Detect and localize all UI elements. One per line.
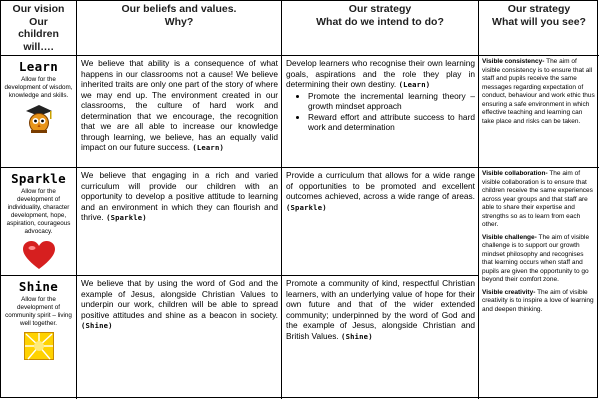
belief-sparkle	[77, 168, 282, 276]
strategy-bullet: • Reward effort and attribute success to hard work and determination	[308, 112, 475, 133]
visible-text: The aim of visible consistency is to ensure that all staff and pupils receive the same messages regarding expectation of conduct, behaviour and work ethic thus ensuring a safe environment in which effective teaching and learning can take place and risks can be taken.	[482, 58, 595, 125]
strategy-tag: (Shine)	[341, 331, 373, 341]
strategy-sparkle	[282, 168, 479, 276]
belief-tag: (Learn)	[192, 143, 225, 153]
vision-shine	[1, 276, 77, 399]
visible-text: The aim of visible collaboration is to ensure that children receive the same experiences across year groups and that staff are able to share their expertise and strengths so as to learn from each other.	[482, 170, 593, 228]
visible-title: Visible challenge-	[482, 233, 537, 241]
vision-description: Allow for the development of individuality, character development, hope, aspiration, courageous advocacy.	[6, 188, 71, 235]
strategy-text: Provide a curriculum that allows for a wide range of opportunities to be promoted and excellent outcomes achieved, across a wide range of areas.	[286, 170, 475, 202]
visible-list	[479, 168, 599, 399]
strategy-tag: (Learn)	[398, 80, 431, 90]
belief-text: We believe that by using the word of God and the example of Jesus, alongside Christian Values to underpin our work, children will be able to spread positive attitudes and shine as a beacon in society.	[81, 278, 278, 320]
visible-creativity	[482, 289, 596, 315]
visible-title: Visible creativity-	[482, 288, 536, 296]
header-vision-line: Our vision	[12, 3, 65, 15]
belief-shine	[77, 276, 282, 399]
header-beliefs-line: Our beliefs and values.	[121, 3, 237, 15]
header-visible	[479, 1, 599, 56]
vision-description: Allow for the development of wisdom, knowledge and skills.	[4, 76, 73, 99]
strategy-shine	[282, 276, 479, 399]
vision-sparkle	[1, 168, 77, 276]
visible-title: Visible collaboration-	[482, 170, 548, 177]
visible-title: Visible consistency-	[482, 58, 545, 65]
visible-text: The aim of visible challenge is to support our growth mindset philosophy and recognises that learning occurs when staff and pupils are given the opportunity to go beyond their comfort zone.	[482, 233, 590, 283]
strategy-bullet-list	[286, 91, 475, 133]
strategy-learn	[282, 56, 479, 168]
strategy-bullet: • Promote the incremental learning theory – growth mindset approach	[308, 91, 475, 112]
strategy-text: Promote a community of kind, respectful Christian learners, with an underlying value of hope for their own future and that of the wider extended community; underpinned by the word of God and the example of Jesus, alongside Christian and British Values.	[286, 278, 475, 341]
belief-learn	[77, 56, 282, 168]
belief-text: We believe that engaging in a rich and varied curriculum will provide our children with an opportunity to develop a positive attitude to learning and an environment in which they can flourish and thrive.	[81, 170, 278, 223]
vision-word: Sparkle	[11, 171, 66, 186]
header-beliefs	[77, 1, 282, 56]
header-vision-line: will….	[23, 40, 54, 53]
header-beliefs-line: Why?	[164, 15, 194, 28]
strategy-text: Develop learners who recognise their own learning goals, aspirations and the role they play in determining their own destiny.	[286, 58, 475, 90]
header-vision-line: children	[18, 28, 59, 40]
header-visible-line: What will you see?	[492, 15, 586, 28]
header-strategy-line: What do we intend to do?	[316, 15, 444, 28]
vision-description: Allow for the development of community spirit – living well together.	[5, 296, 72, 327]
visible-consistency	[479, 56, 599, 168]
header-visible-line: Our strategy	[507, 3, 571, 15]
belief-tag: (Shine)	[81, 321, 113, 331]
header-strategy-line: Our strategy	[348, 3, 412, 15]
visible-text: The aim of visible creativity is to inspire a love of learning and deepen thinking.	[482, 288, 594, 313]
header-strategy	[282, 1, 479, 56]
strategy-tag: (Sparkle)	[286, 202, 327, 212]
vision-word: Learn	[18, 59, 59, 74]
heart-icon	[22, 240, 56, 270]
belief-tag: (Sparkle)	[106, 213, 147, 223]
vision-learn	[1, 56, 77, 168]
sun-rays-icon	[24, 332, 54, 360]
graduation-owl-icon	[25, 104, 53, 134]
header-vision-line: Our	[29, 15, 48, 28]
vision-word: Shine	[18, 279, 59, 294]
header-vision	[1, 1, 77, 56]
visible-collaboration	[482, 170, 596, 230]
visible-challenge	[482, 234, 596, 285]
belief-text: We believe that ability is a consequence of what happens in our classrooms not a cause! We believe inherited traits are only one part of the story of where we may end up. The environment created in our classrooms, the culture of hard work and determination that we encourage, the recognition that we are all able to increase our knowledge through learning, we believe, has an equally valid impact on our future success.	[81, 58, 278, 153]
